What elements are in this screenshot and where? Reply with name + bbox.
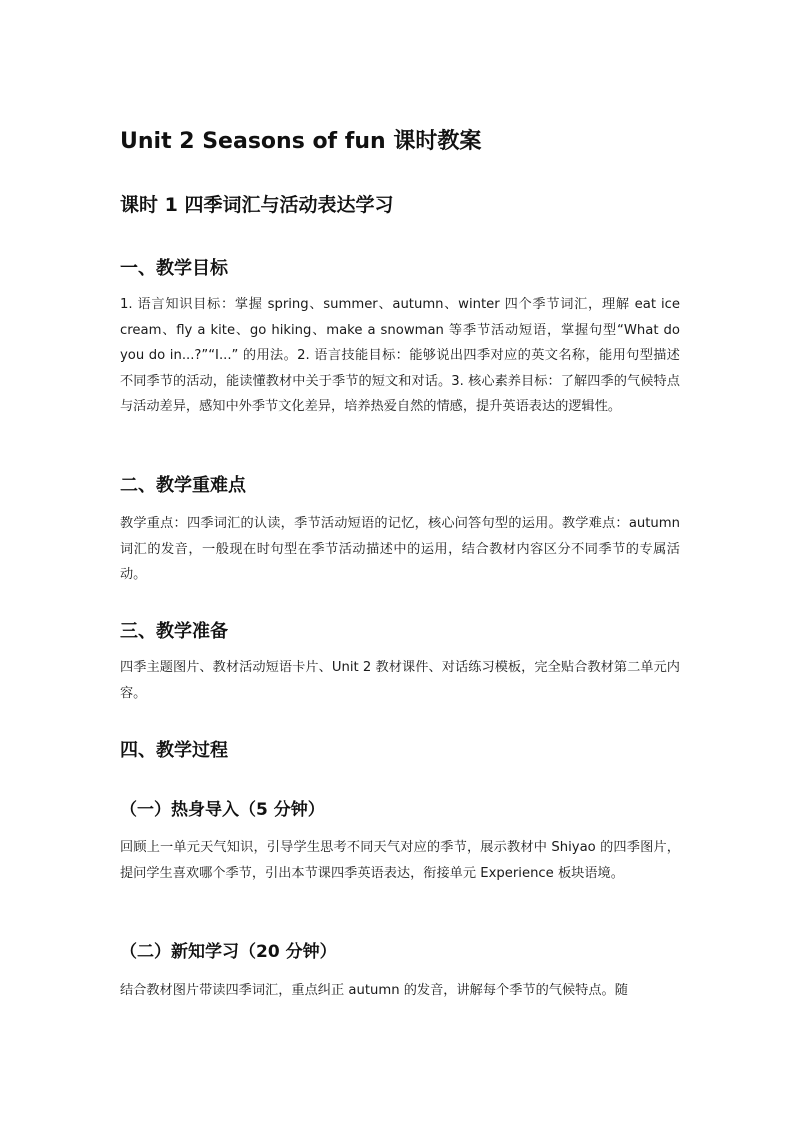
key-points-paragraph: 教学重点：四季词汇的认读，季节活动短语的记忆，核心问答句型的运用。教学难点：autumn 词汇的发音，一般现在时句型在季节活动描述中的运用，结合教材内容区分不同季节的专属活动。 <box>120 516 680 582</box>
process-step-heading-new-learning: （二）新知学习（20 分钟） <box>120 942 337 962</box>
preparation-paragraph: 四季主题图片、教材活动短语卡片、Unit 2 教材课件、对话练习模板，完全贴合教材第二单元内容。 <box>120 660 680 701</box>
section-heading-preparation: 三、教学准备 <box>120 621 228 642</box>
process-step-heading-warmup: （一）热身导入（5 分钟） <box>120 800 325 820</box>
lesson-title: 课时 1 四季词汇与活动表达学习 <box>120 194 394 216</box>
section-heading-objectives: 一、教学目标 <box>120 258 228 279</box>
document-title: Unit 2 Seasons of fun 课时教案 <box>120 129 482 154</box>
section-heading-key-points: 二、教学重难点 <box>120 475 246 496</box>
section-heading-process: 四、教学过程 <box>120 740 228 761</box>
objectives-paragraph: 1. 语言知识目标：掌握 spring、summer、autumn、winter 四个季节词汇，理解 eat ice cream、fly a kite、go hiking、make a snowman 等季节活动短语，掌握句型“What do you do in...?”“I...” 的用法。2. 语言技能目标：能够说出四季对应的英文名称，能用句型描述不同季节的活动，能读懂教材中关于季节的短文和对话。3. 核心素养目标：了解四季的气候特点与活动差异，感知中外季节文化差异，培养热爱自然的情感，提升英语表达的逻辑性。 <box>120 297 680 414</box>
process-step-paragraph-warmup: 回顾上一单元天气知识，引导学生思考不同天气对应的季节，展示教材中 Shiyao 的四季图片，提问学生喜欢哪个季节，引出本节课四季英语表达，衔接单元 Experience 板块语境。 <box>120 840 680 881</box>
process-step-paragraph-new-learning: 结合教材图片带读四季词汇，重点纠正 autumn 的发音，讲解每个季节的气候特点。随 <box>120 983 628 998</box>
